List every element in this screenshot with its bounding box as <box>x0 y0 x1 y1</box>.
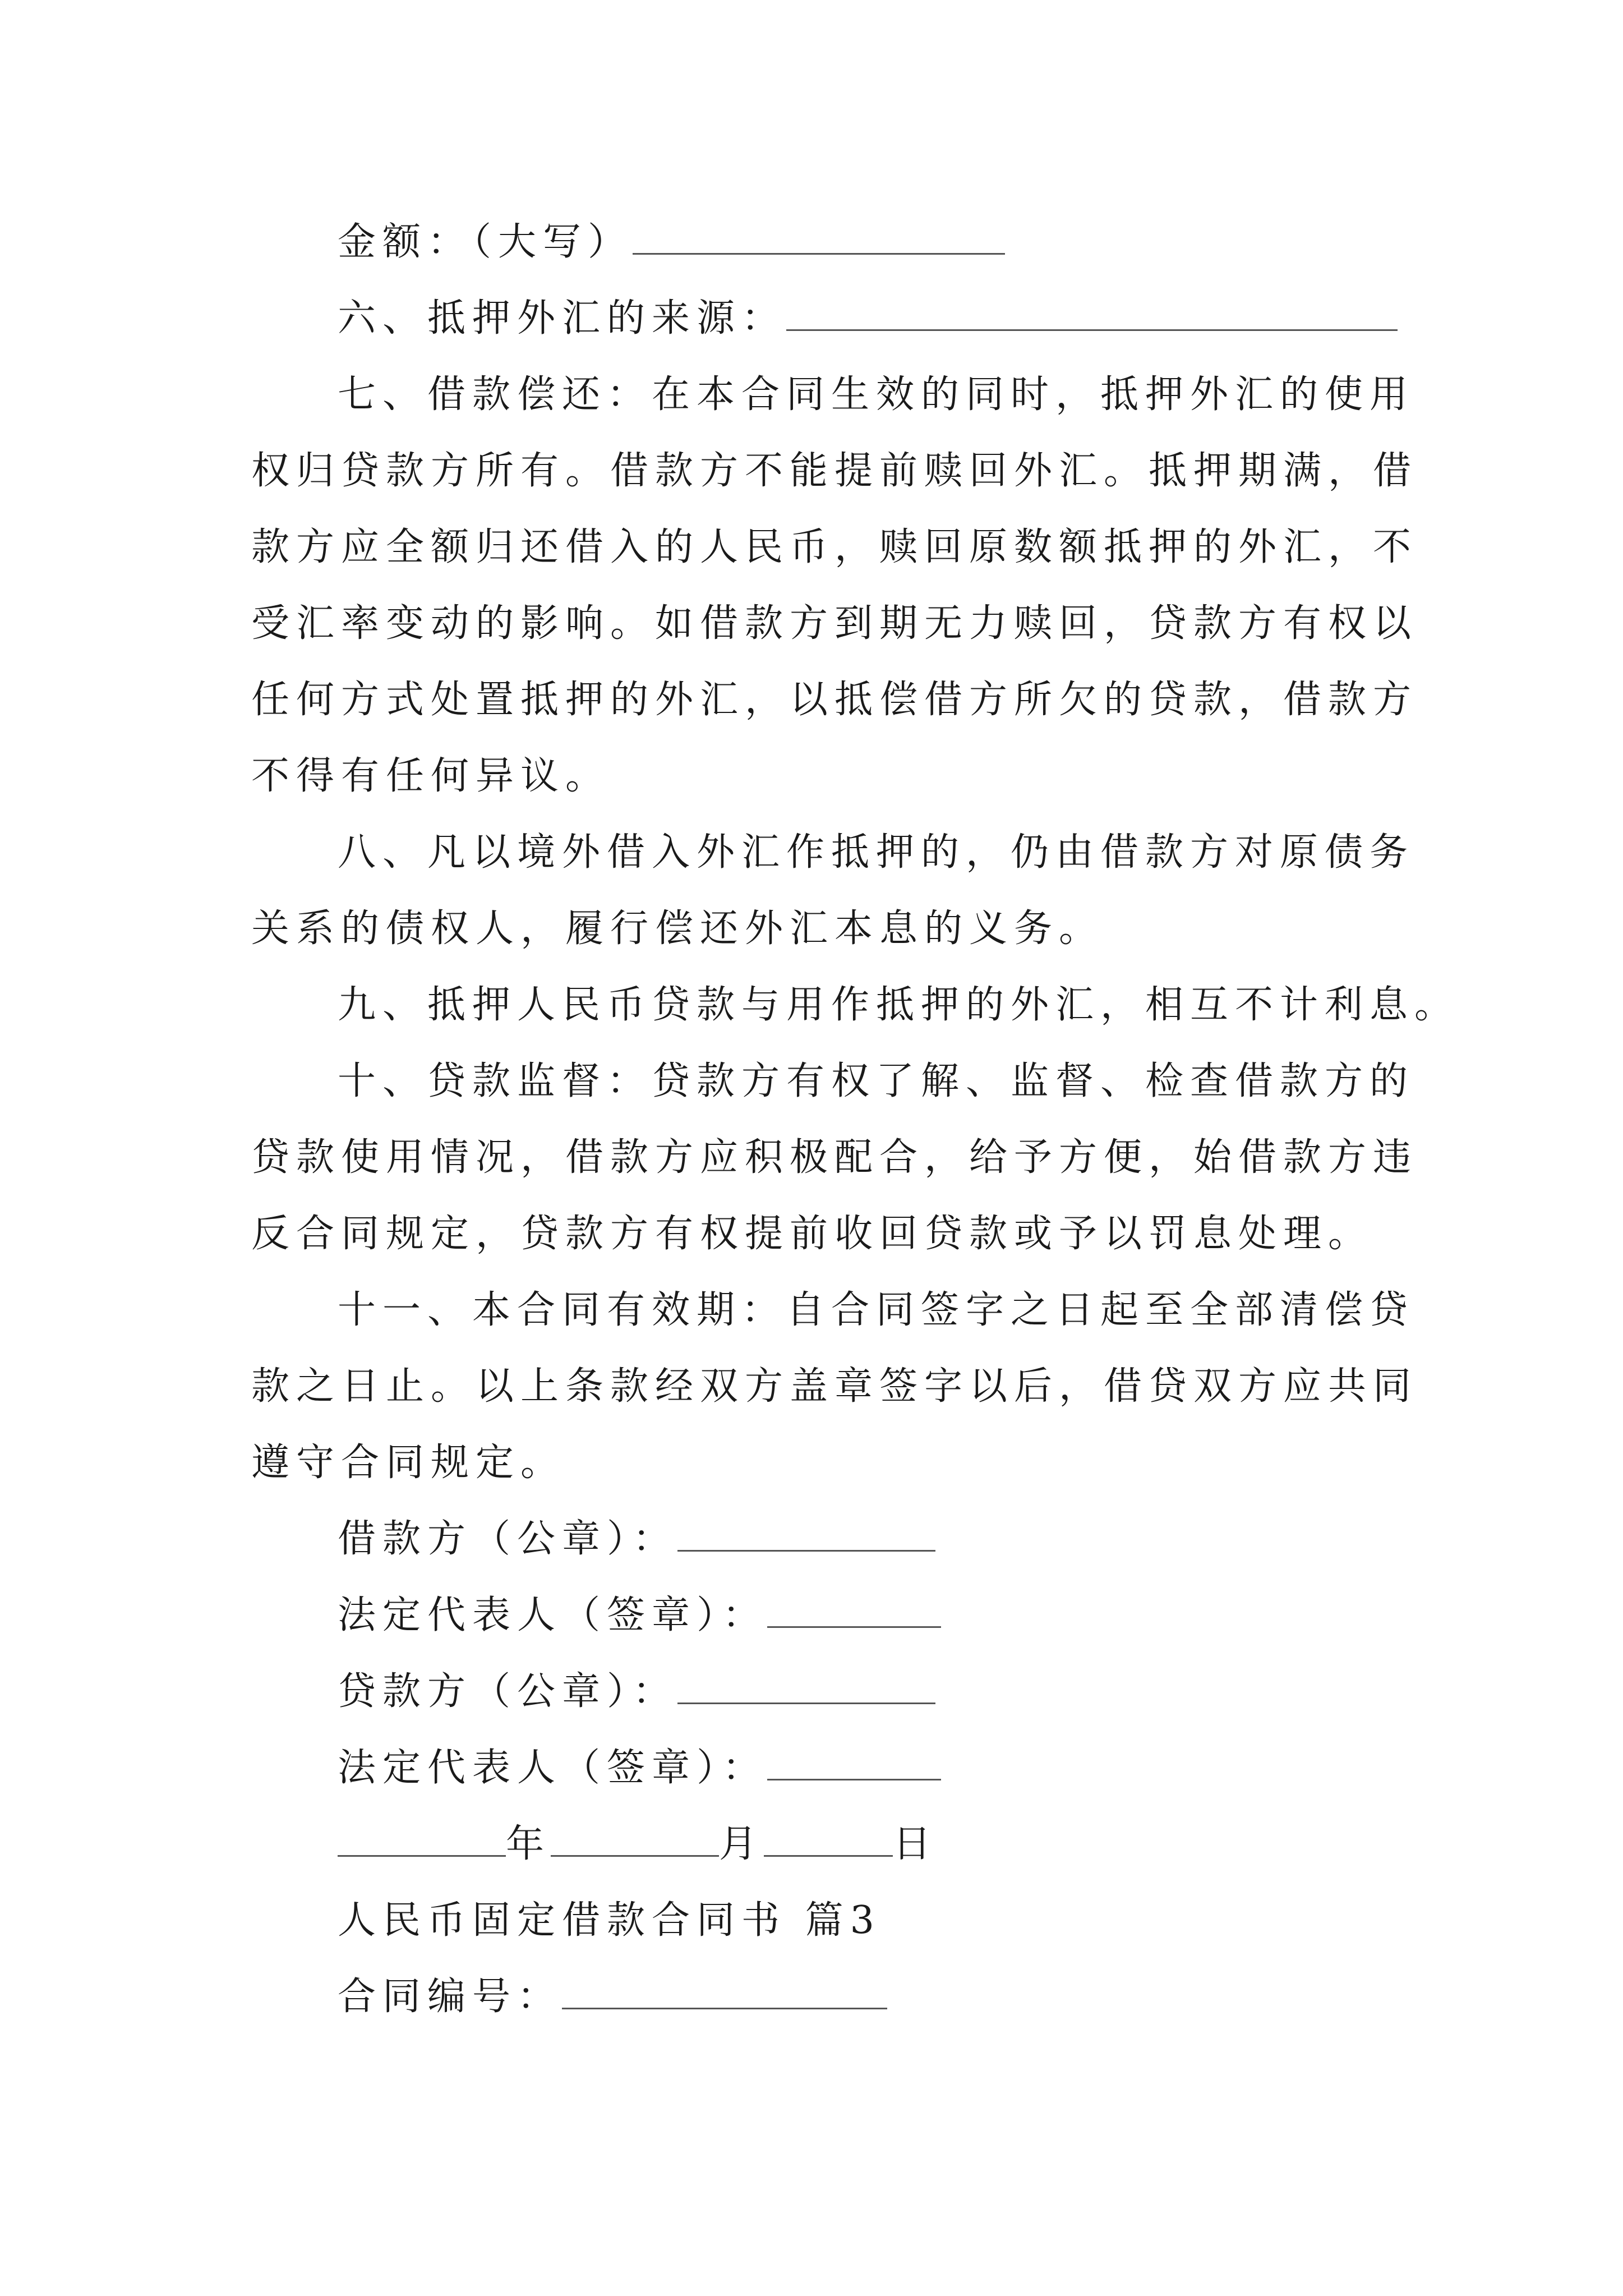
clause-11-line-2: 款之日止。以上条款经双方盖章签字以后，借贷双方应共同 <box>251 1364 1418 1409</box>
section-title: 人民币固定借款合同书 篇3 <box>338 1898 881 1943</box>
month-blank <box>551 1823 719 1857</box>
day-blank <box>764 1823 893 1857</box>
clause-7-line-4: 受汇率变动的影响。如借款方到期无力赎回，贷款方有权以 <box>251 601 1418 646</box>
lender-rep-blank <box>767 1746 941 1780</box>
amount-line <box>338 220 1005 265</box>
clause-10-line-1: 十、贷款监督：贷款方有权了解、监督、检查借款方的 <box>338 1059 1415 1103</box>
amount-label: 金额：（大写） <box>338 220 633 264</box>
contract-number-label: 合同编号： <box>338 1975 562 2019</box>
clause-7-line-2: 权归贷款方所有。借款方不能提前赎回外汇。抵押期满，借 <box>251 449 1418 493</box>
clause-7-line-3: 款方应全额归还借入的人民币，赎回原数额抵押的外汇，不 <box>251 525 1418 569</box>
clause-10-line-3: 反合同规定，贷款方有权提前收回贷款或予以罚息处理。 <box>251 1212 1373 1256</box>
borrower-rep-label: 法定代表人（签章）： <box>338 1593 768 1637</box>
lender-rep-label: 法定代表人（签章）： <box>338 1746 768 1790</box>
borrower-seal-blank <box>677 1517 935 1552</box>
lender-rep-line <box>338 1746 941 1791</box>
contract-number-blank <box>562 1975 887 2009</box>
amount-blank <box>633 220 1005 255</box>
clause-7-line-6: 不得有任何异议。 <box>251 754 611 798</box>
clause-10-line-2: 贷款使用情况，借款方应积极配合，给予方便，始借款方违 <box>251 1135 1418 1180</box>
source-blank <box>786 297 1398 331</box>
contract-number-line <box>338 1975 887 2019</box>
clause-11-line-3: 遵守合同规定。 <box>251 1441 566 1485</box>
lender-seal-blank <box>677 1670 935 1704</box>
clause-8-line-1: 八、凡以境外借入外汇作抵押的，仍由借款方对原债务 <box>338 830 1415 875</box>
borrower-rep-line <box>338 1593 941 1638</box>
month-label: 月 <box>719 1822 764 1866</box>
clause-9-line-1: 九、抵押人民币贷款与用作抵押的外汇，相互不计利息。 <box>338 983 1460 1027</box>
lender-seal-line <box>338 1669 935 1714</box>
date-line <box>338 1822 938 1867</box>
year-label: 年 <box>506 1822 551 1866</box>
year-blank <box>338 1823 506 1857</box>
borrower-rep-blank <box>767 1594 941 1628</box>
borrower-seal-label: 借款方（公章）： <box>338 1517 678 1561</box>
day-label: 日 <box>893 1822 938 1866</box>
clause-8-line-2: 关系的债权人，履行偿还外汇本息的义务。 <box>251 907 1104 951</box>
borrower-seal-line <box>338 1517 935 1562</box>
clause-7-line-1: 七、借款偿还：在本合同生效的同时，抵押外汇的使用 <box>338 372 1415 417</box>
source-label: 六、抵押外汇的来源： <box>338 296 787 341</box>
clause-7-line-5: 任何方式处置抵押的外汇，以抵偿借方所欠的贷款，借款方 <box>251 678 1418 722</box>
source-line <box>338 296 1398 341</box>
lender-seal-label: 贷款方（公章）： <box>338 1669 678 1714</box>
clause-11-line-1: 十一、本合同有效期：自合同签字之日起至全部清偿贷 <box>338 1288 1415 1332</box>
